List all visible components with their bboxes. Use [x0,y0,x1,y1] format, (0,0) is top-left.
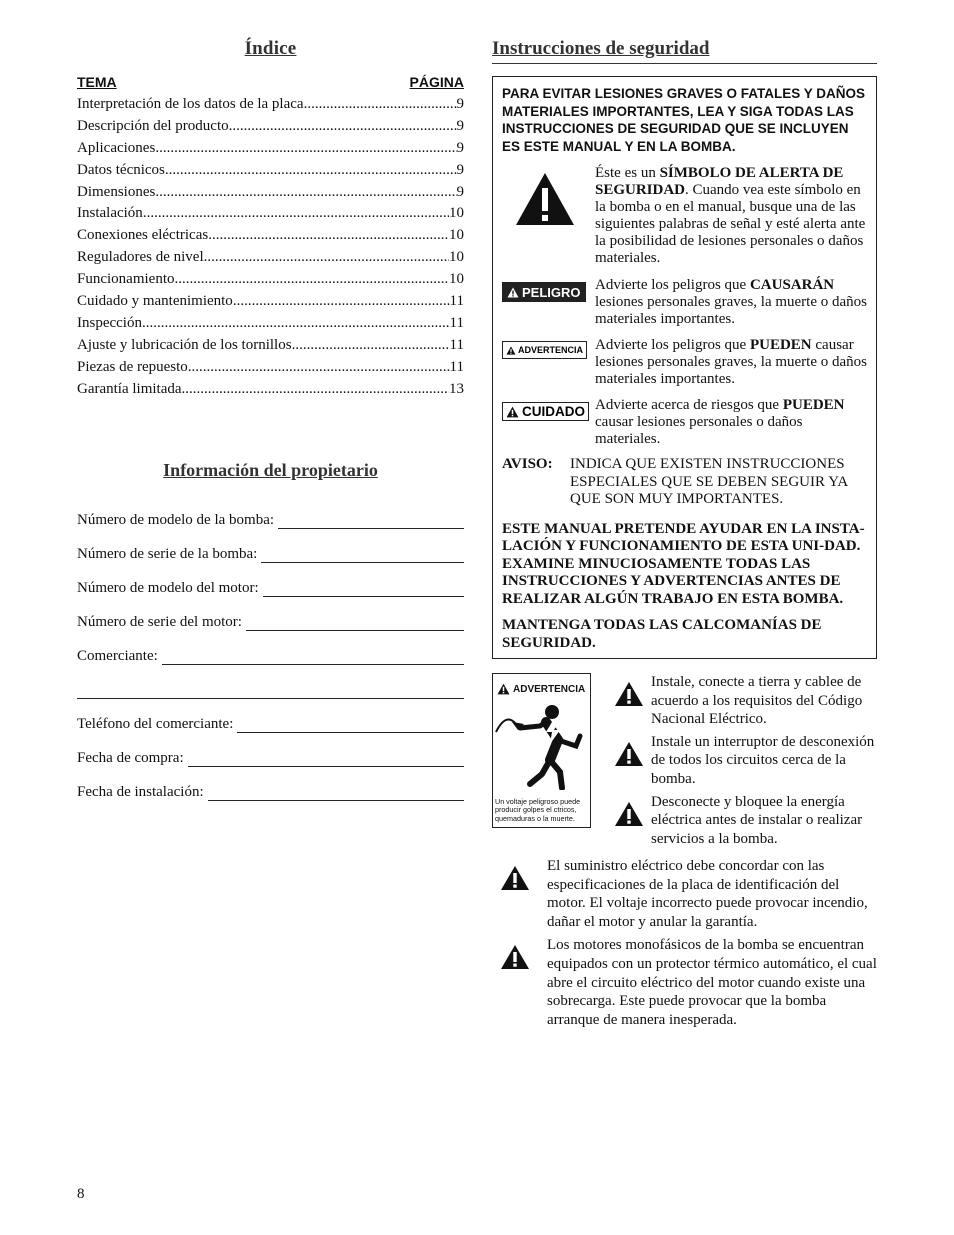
toc-topic: Descripción del producto [77,117,229,134]
warning-item [614,673,877,729]
alert-icon [614,681,644,707]
toc-list [77,94,464,400]
aviso-row [502,456,867,509]
owner-field-label: Número de modelo del motor: [77,580,259,597]
toc-page: 10 [449,249,464,266]
toc-row [77,160,464,182]
warning-item [492,936,877,1029]
advertencia-signal: ADVERTENCIA [502,341,587,359]
safety-title: Instrucciones de seguridad [492,38,877,64]
toc-topic: Cuidado y mantenimiento [77,293,233,310]
fill-in-line[interactable] [162,650,464,665]
toc-row [77,225,464,247]
owner-field-label: Teléfono del comerciante: [77,716,234,733]
electrical-warning-card [492,673,591,828]
toc-page: 11 [449,293,464,310]
owner-field-label: Número de serie del motor: [77,614,242,631]
toc-row [77,94,464,116]
toc-topic: Ajuste y lubricación de los tornillos [77,336,292,353]
alert-icon [500,865,530,891]
owner-field-label: Número de serie de la bomba: [77,546,258,563]
toc-row [77,269,464,291]
electrical-warnings [492,673,877,857]
owner-field-label: Comerciante: [77,648,158,665]
alert-icon [614,801,644,827]
decal-note: MANTENGA TODAS LAS CALCOMANÍAS DE SEGURIDAD. [502,617,822,651]
toc-page-header: PÁGINA [409,74,464,90]
cuidado-text: Advierte acerca de riesgos que PUEDEN causar lesiones personales o daños materiales. [595,397,845,447]
toc-topic: Reguladores de nivel [77,249,204,266]
toc-leader [143,203,449,225]
toc-topic: Instalación [77,205,143,222]
owner-field [77,495,464,529]
warning-text: Instale, conecte a tierra y cablee de acuerdo a los requisitos del Código Nacional Eléctrico. [651,674,863,728]
warning-text: Instale un interruptor de desconexión de todos los circuitos cerca de la bomba. [651,733,875,787]
blank-line [77,665,464,699]
owner-field [77,597,464,631]
owner-info-form [77,495,464,801]
toc-row [77,335,464,357]
warning-item [614,733,877,789]
toc-page: 13 [449,380,464,397]
toc-page: 11 [449,358,464,375]
fill-in-line[interactable] [261,548,464,563]
warning-card-caption: Un voltaje peligroso puede producir golpes el ctricos, quemaduras o la muerte. [495,796,581,823]
warning-list-right [614,673,877,852]
owner-field-label: Número de modelo de la bomba: [77,512,275,529]
toc-topic: Aplicaciones [77,139,156,156]
warning-text: El suministro eléctrico debe concordar con las especificaciones de la placa de identificación del motor. El voltaje incorrecto puede provocar incendio, dañar el motor y anular la garantía. [547,858,868,930]
warning-item [614,793,877,849]
owner-field-label: Fecha de instalación: [77,784,204,801]
safety-alert-icon [514,171,576,227]
toc-leader [182,379,449,401]
toc-leader [304,94,457,116]
aviso-text: INDICA QUE EXISTEN INSTRUCCIONES ESPECIALES QUE SE DEBEN SEGUIR YA QUE SON MUY IMPORTANTES. [570,456,848,507]
fill-in-line[interactable] [188,752,464,767]
toc-page: 9 [456,183,464,200]
toc-topic: Inspección [77,314,142,331]
owner-field [77,733,464,767]
toc-leader [175,269,450,291]
toc-leader [142,313,450,335]
owner-field [77,699,464,733]
warning-list-full [492,857,877,1029]
aviso-label: AVISO: [502,456,553,472]
toc-page: 9 [456,161,464,178]
safety-box [492,76,877,659]
toc-row [77,116,464,138]
toc-topic: Conexiones eléctricas [77,227,209,244]
toc-leader [165,160,457,182]
toc-page: 9 [456,117,464,134]
toc-row [77,247,464,269]
toc-title: Índice [244,38,297,59]
toc-page: 11 [449,314,464,331]
peligro-text: Advierte los peligros que CAUSARÁN lesiones personales graves, la muerte o daños materiales importantes. [595,277,867,327]
electric-shock-icon [494,700,589,790]
toc-topic-header: TEMA [77,74,117,90]
toc-row [77,379,464,401]
fill-in-line[interactable] [246,616,464,631]
toc-leader [188,357,450,379]
warning-card-header: ADVERTENCIA [497,683,590,695]
toc-row [77,291,464,313]
toc-row [77,313,464,335]
toc-leader [229,116,457,138]
warning-text: Los motores monofásicos de la bomba se encuentran equipados con un protector térmico automático, el cual abre el circuito eléctrico del motor cuando existe una sobrecarga. Este puede provocar que la bomba arranque de manera inesperada. [547,937,877,1028]
owner-field [77,767,464,801]
toc-row [77,182,464,204]
alert-icon [506,346,516,355]
toc-row [77,138,464,160]
fill-in-line[interactable] [278,514,464,529]
owner-field [77,631,464,665]
toc-page: 10 [449,205,464,222]
warning-item [492,857,877,931]
fill-in-line[interactable] [77,684,464,699]
owner-field [77,529,464,563]
toc-row [77,357,464,379]
toc-page: 10 [449,271,464,288]
toc-page: 11 [449,336,464,353]
toc-topic: Datos técnicos [77,161,165,178]
toc-topic: Piezas de repuesto [77,358,188,375]
owner-field [77,563,464,597]
manual-note: ESTE MANUAL PRETENDE AYUDAR EN LA INSTA-LACIÓN Y FUNCIONAMIENTO DE ESTA UNI-DAD. EXAMINE MINUCIOSAMENTE TODAS LAS INSTRUCCIONES Y ADVERTENCIAS ANTES DE REALIZAR ALGÚN TRABAJO EN ESTA BOMBA. [502,520,865,607]
alert-icon [506,406,519,418]
signal-row-cuidado [502,397,867,448]
fill-in-line[interactable] [208,786,464,801]
right-column [492,38,877,1034]
alert-icon [614,741,644,767]
toc-leader [292,335,450,357]
toc-leader [155,182,456,204]
signal-row-peligro [502,277,867,328]
left-column [77,38,464,801]
warning-text: Desconecte y bloquee la energía eléctrica antes de instalar o realizar servicios a la bomba. [651,793,863,847]
owner-info-title: Información del propietario [163,460,378,481]
alert-icon [500,944,530,970]
peligro-signal: PELIGRO [502,282,586,302]
fill-in-line[interactable] [263,582,464,597]
toc-topic: Dimensiones [77,183,156,200]
signal-row-advertencia [502,337,867,388]
toc-leader [233,291,450,313]
page-number: 8 [77,1186,85,1202]
alert-icon [497,683,510,695]
toc-topic: Funcionamiento [77,271,175,288]
toc-topic: Interpretación de los datos de la placa [77,96,304,112]
toc-leader [204,247,449,269]
toc-page: 9 [456,139,464,156]
toc-topic: Garantía limitada [77,380,182,397]
toc-leader [208,225,449,247]
safety-box-heading: PARA EVITAR LESIONES GRAVES O FATALES Y DAÑOS MATERIALES IMPORTANTES, LEA Y SIGA TODAS LAS INSTRUCCIONES DE SEGURIDAD QUE SE INCLUYEN ES ESTE MANUAL Y EN LA BOMBA. [502,86,866,154]
toc-row [77,203,464,225]
toc-page: 9 [456,96,464,112]
advertencia-text: Advierte los peligros que PUEDEN causar lesiones personales graves, la muerte o daños materiales importantes. [595,337,867,387]
toc-page: 10 [449,227,464,244]
alert-icon [507,287,519,298]
toc-leader [155,138,456,160]
safety-symbol-row [502,165,867,267]
cuidado-signal: CUIDADO [502,402,589,421]
safety-symbol-text: Éste es un SÍMBOLO DE ALERTA DE SEGURIDAD. Cuando vea este símbolo en la bomba o en el manual, busque una de las siguientes palabras de señal y esté alerta ante la posibilidad de lesiones personales o daños materiales. [595,165,866,266]
toc-header [77,74,464,90]
owner-field-label: Fecha de compra: [77,750,184,767]
fill-in-line[interactable] [237,718,464,733]
